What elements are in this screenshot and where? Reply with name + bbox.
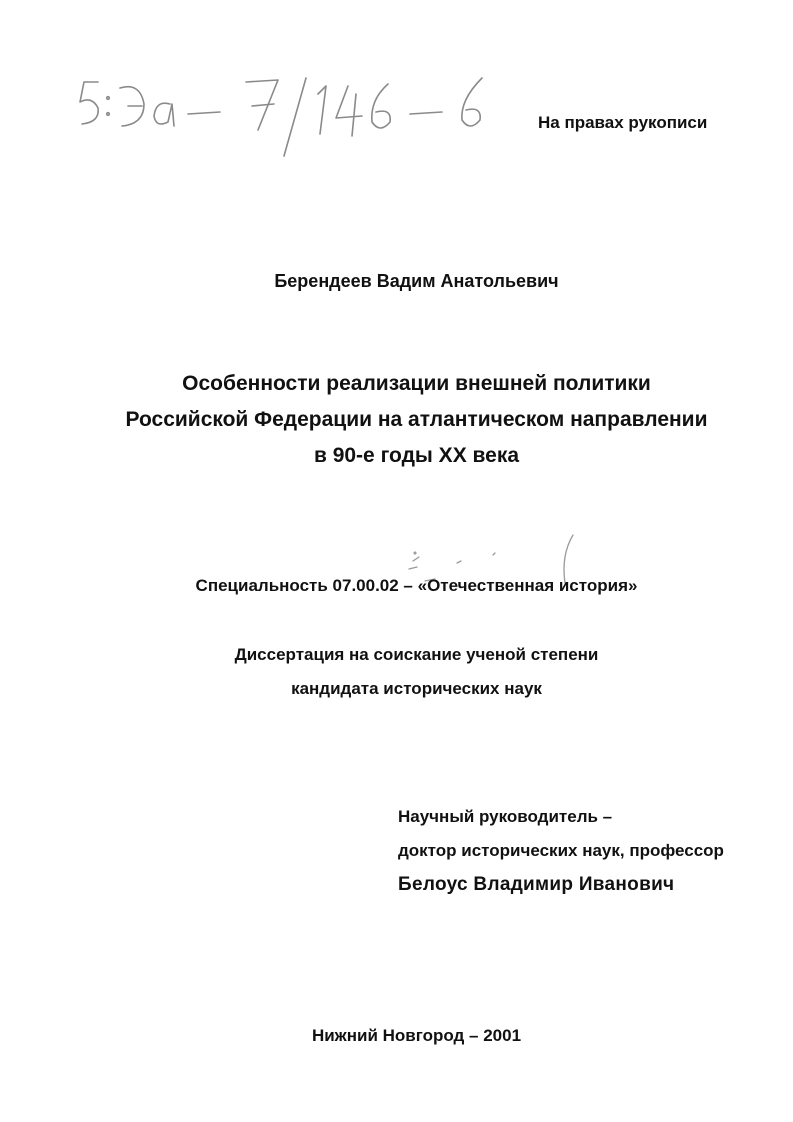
handwritten-archive-code: [70, 60, 510, 170]
supervisor-credentials: доктор исторических наук, профессор: [398, 841, 724, 860]
title-line-1: Особенности реализации внешней политики: [182, 372, 651, 395]
degree-line-2: кандидата исторических наук: [291, 679, 542, 698]
title-line-2: Российской Федерации на атлантическом направлении: [125, 408, 708, 431]
dissertation-title: [0, 366, 793, 474]
degree-statement: [0, 638, 793, 706]
supervisor-role: Научный руководитель –: [398, 807, 613, 826]
author-name: Берендеев Вадим Анатольевич: [274, 271, 559, 291]
city-year: Нижний Новгород – 2001: [311, 1026, 522, 1045]
specialty: Специальность 07.00.02 – «Отечественная история»: [195, 576, 638, 595]
degree-line-1: Диссертация на соискание ученой степени: [234, 645, 599, 664]
supervisor-name: Белоус Владимир Иванович: [398, 874, 675, 895]
supervisor-block: [398, 800, 724, 902]
title-line-3: в 90-е годы XX века: [313, 444, 520, 467]
rights-notice: На правах рукописи: [538, 113, 708, 132]
